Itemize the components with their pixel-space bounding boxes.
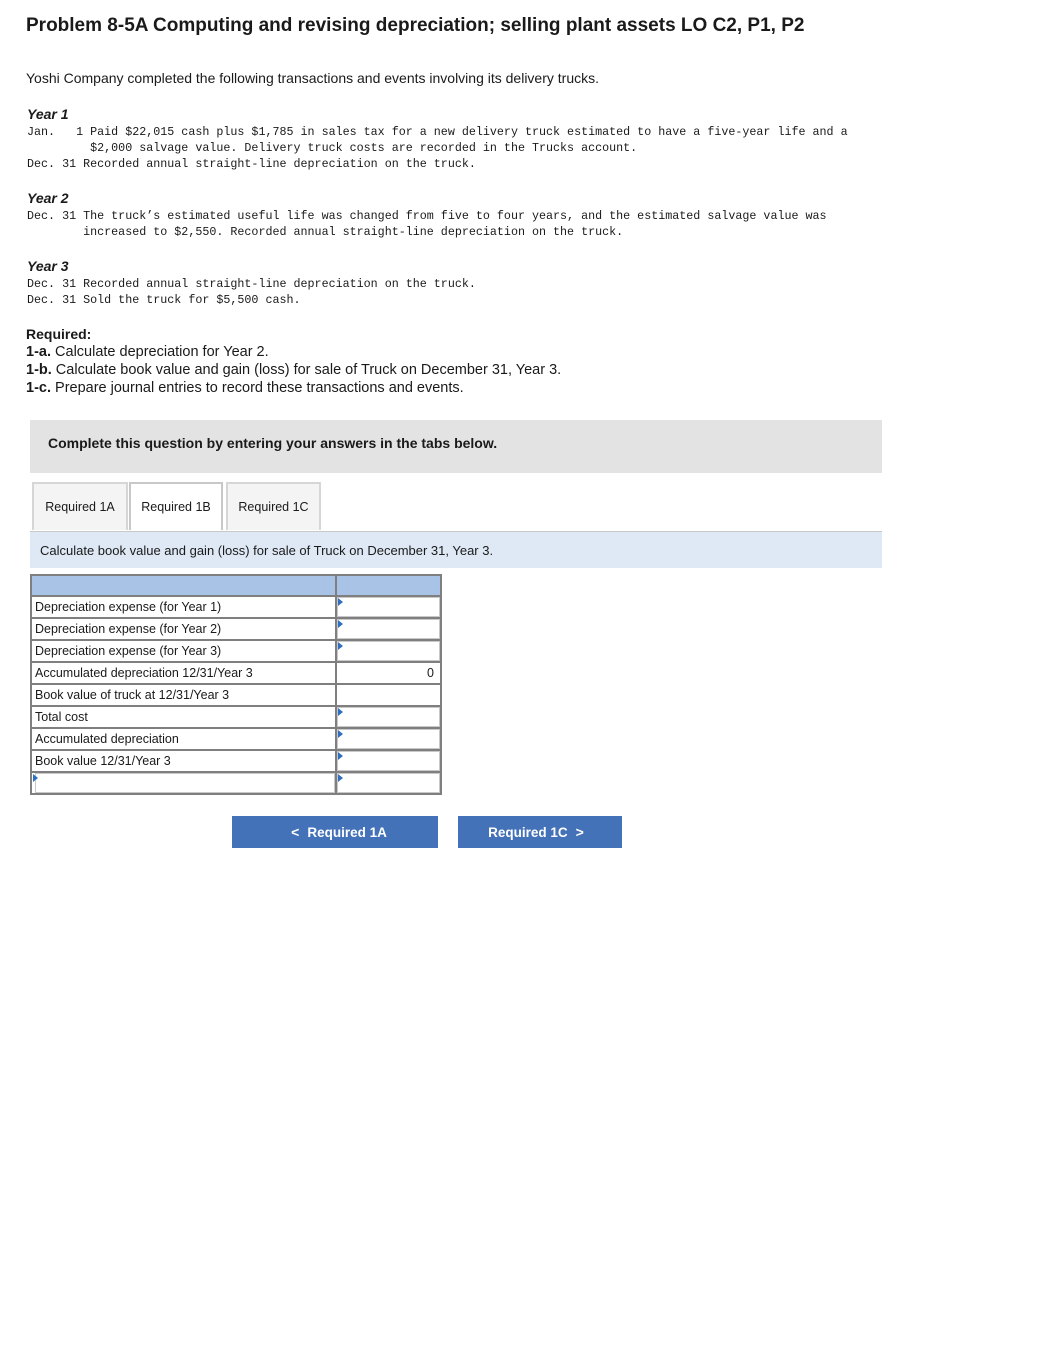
book-value-table	[30, 574, 442, 795]
row-value-cell	[336, 750, 441, 772]
row-value-cell	[336, 772, 441, 794]
table-header-label	[31, 575, 336, 596]
input-flag-icon	[338, 708, 343, 716]
table-row	[31, 640, 441, 662]
depreciation-year2-input[interactable]	[337, 619, 440, 639]
accumulated-depreciation-input[interactable]	[337, 729, 440, 749]
year-1-line-3: Dec. 31 Recorded annual straight-line depreciation on the truck.	[27, 157, 476, 171]
row-label: Book value of truck at 12/31/Year 3	[31, 684, 336, 706]
required-item-1c-text: Prepare journal entries to record these transactions and events.	[51, 380, 464, 396]
table-row	[31, 728, 441, 750]
total-cost-input[interactable]	[337, 707, 440, 727]
gain-loss-value-input[interactable]	[337, 773, 440, 793]
input-flag-icon	[338, 774, 343, 782]
year-1-line-1: Jan. 1 Paid $22,015 cash plus $1,785 in sales tax for a new delivery truck estimated to have a five-year life and a	[27, 125, 848, 139]
table-row	[31, 618, 441, 640]
table-header-row	[31, 575, 441, 596]
row-value-cell	[336, 640, 441, 662]
year-1-line-2: $2,000 salvage value. Delivery truck costs are recorded in the Trucks account.	[27, 141, 638, 155]
row-label: Accumulated depreciation	[31, 728, 336, 750]
input-flag-icon	[338, 598, 343, 606]
row-value-cell	[336, 706, 441, 728]
table-row	[31, 684, 441, 706]
chevron-right-icon: >	[575, 824, 584, 840]
row-label: Book value 12/31/Year 3	[31, 750, 336, 772]
input-flag-icon	[338, 730, 343, 738]
required-item-1a-text: Calculate depreciation for Year 2.	[51, 344, 269, 360]
row-value-cell	[336, 596, 441, 618]
year-2-label: Year 2	[27, 190, 69, 206]
row-label: Accumulated depreciation 12/31/Year 3	[31, 662, 336, 684]
row-value-cell	[336, 618, 441, 640]
row-label: Total cost	[31, 706, 336, 728]
input-flag-icon	[338, 620, 343, 628]
problem-title: Problem 8-5A Computing and revising depreciation; selling plant assets LO C2, P1, P2	[26, 15, 805, 36]
table-row	[31, 596, 441, 618]
required-item-1a	[26, 344, 269, 360]
input-flag-icon	[33, 774, 38, 782]
row-label: Depreciation expense (for Year 1)	[31, 596, 336, 618]
instructions-banner	[30, 420, 882, 473]
required-item-1b	[26, 362, 561, 378]
accumulated-depreciation-total: 0	[336, 662, 441, 684]
next-required-1c-button[interactable]	[458, 816, 622, 848]
required-item-1b-text: Calculate book value and gain (loss) for sale of Truck on December 31, Year 3.	[51, 362, 562, 378]
table-row	[31, 706, 441, 728]
tab-required-1b[interactable]: Required 1B	[129, 482, 223, 530]
tab-required-1c[interactable]: Required 1C	[226, 482, 321, 530]
required-item-1a-num: 1-a.	[26, 344, 51, 360]
year-3-label: Year 3	[27, 258, 69, 274]
input-flag-icon	[338, 642, 343, 650]
input-flag-icon	[338, 752, 343, 760]
required-item-1c-num: 1-c.	[26, 380, 51, 396]
problem-intro: Yoshi Company completed the following transactions and events involving its delivery trucks.	[26, 70, 600, 86]
required-heading: Required:	[26, 326, 92, 342]
table-row	[31, 772, 441, 794]
year-3-line-1: Dec. 31 Recorded annual straight-line depreciation on the truck.	[27, 277, 476, 291]
gain-loss-label-input[interactable]	[35, 773, 335, 793]
year-1-label: Year 1	[27, 106, 69, 122]
required-item-1b-num: 1-b.	[26, 362, 52, 378]
required-item-1c	[26, 380, 464, 396]
tab-bar	[30, 482, 882, 533]
prev-button-label: Required 1A	[307, 824, 387, 840]
year-2-line-2: increased to $2,550. Recorded annual straight-line depreciation on the truck.	[27, 225, 624, 239]
instruction-text: Calculate book value and gain (loss) for sale of Truck on December 31, Year 3.	[40, 543, 494, 558]
depreciation-year3-input[interactable]	[337, 641, 440, 661]
depreciation-year1-input[interactable]	[337, 597, 440, 617]
tab-required-1a[interactable]: Required 1A	[32, 482, 128, 530]
chevron-left-icon: <	[291, 824, 300, 840]
prev-required-1a-button[interactable]	[232, 816, 438, 848]
row-value-cell	[336, 684, 441, 706]
year-3-line-2: Dec. 31 Sold the truck for $5,500 cash.	[27, 293, 301, 307]
year-2-line-1: Dec. 31 The truck’s estimated useful life was changed from five to four years, and the estimated salvage value was	[27, 209, 827, 223]
table-row	[31, 662, 441, 684]
row-value-cell	[336, 728, 441, 750]
table-row	[31, 750, 441, 772]
table-header-value	[336, 575, 441, 596]
row-label-cell	[31, 772, 336, 794]
row-label: Depreciation expense (for Year 3)	[31, 640, 336, 662]
row-label: Depreciation expense (for Year 2)	[31, 618, 336, 640]
tab-instruction	[30, 532, 882, 568]
next-button-label: Required 1C	[488, 824, 568, 840]
banner-text: Complete this question by entering your answers in the tabs below.	[48, 435, 498, 451]
book-value-input[interactable]	[337, 751, 440, 771]
